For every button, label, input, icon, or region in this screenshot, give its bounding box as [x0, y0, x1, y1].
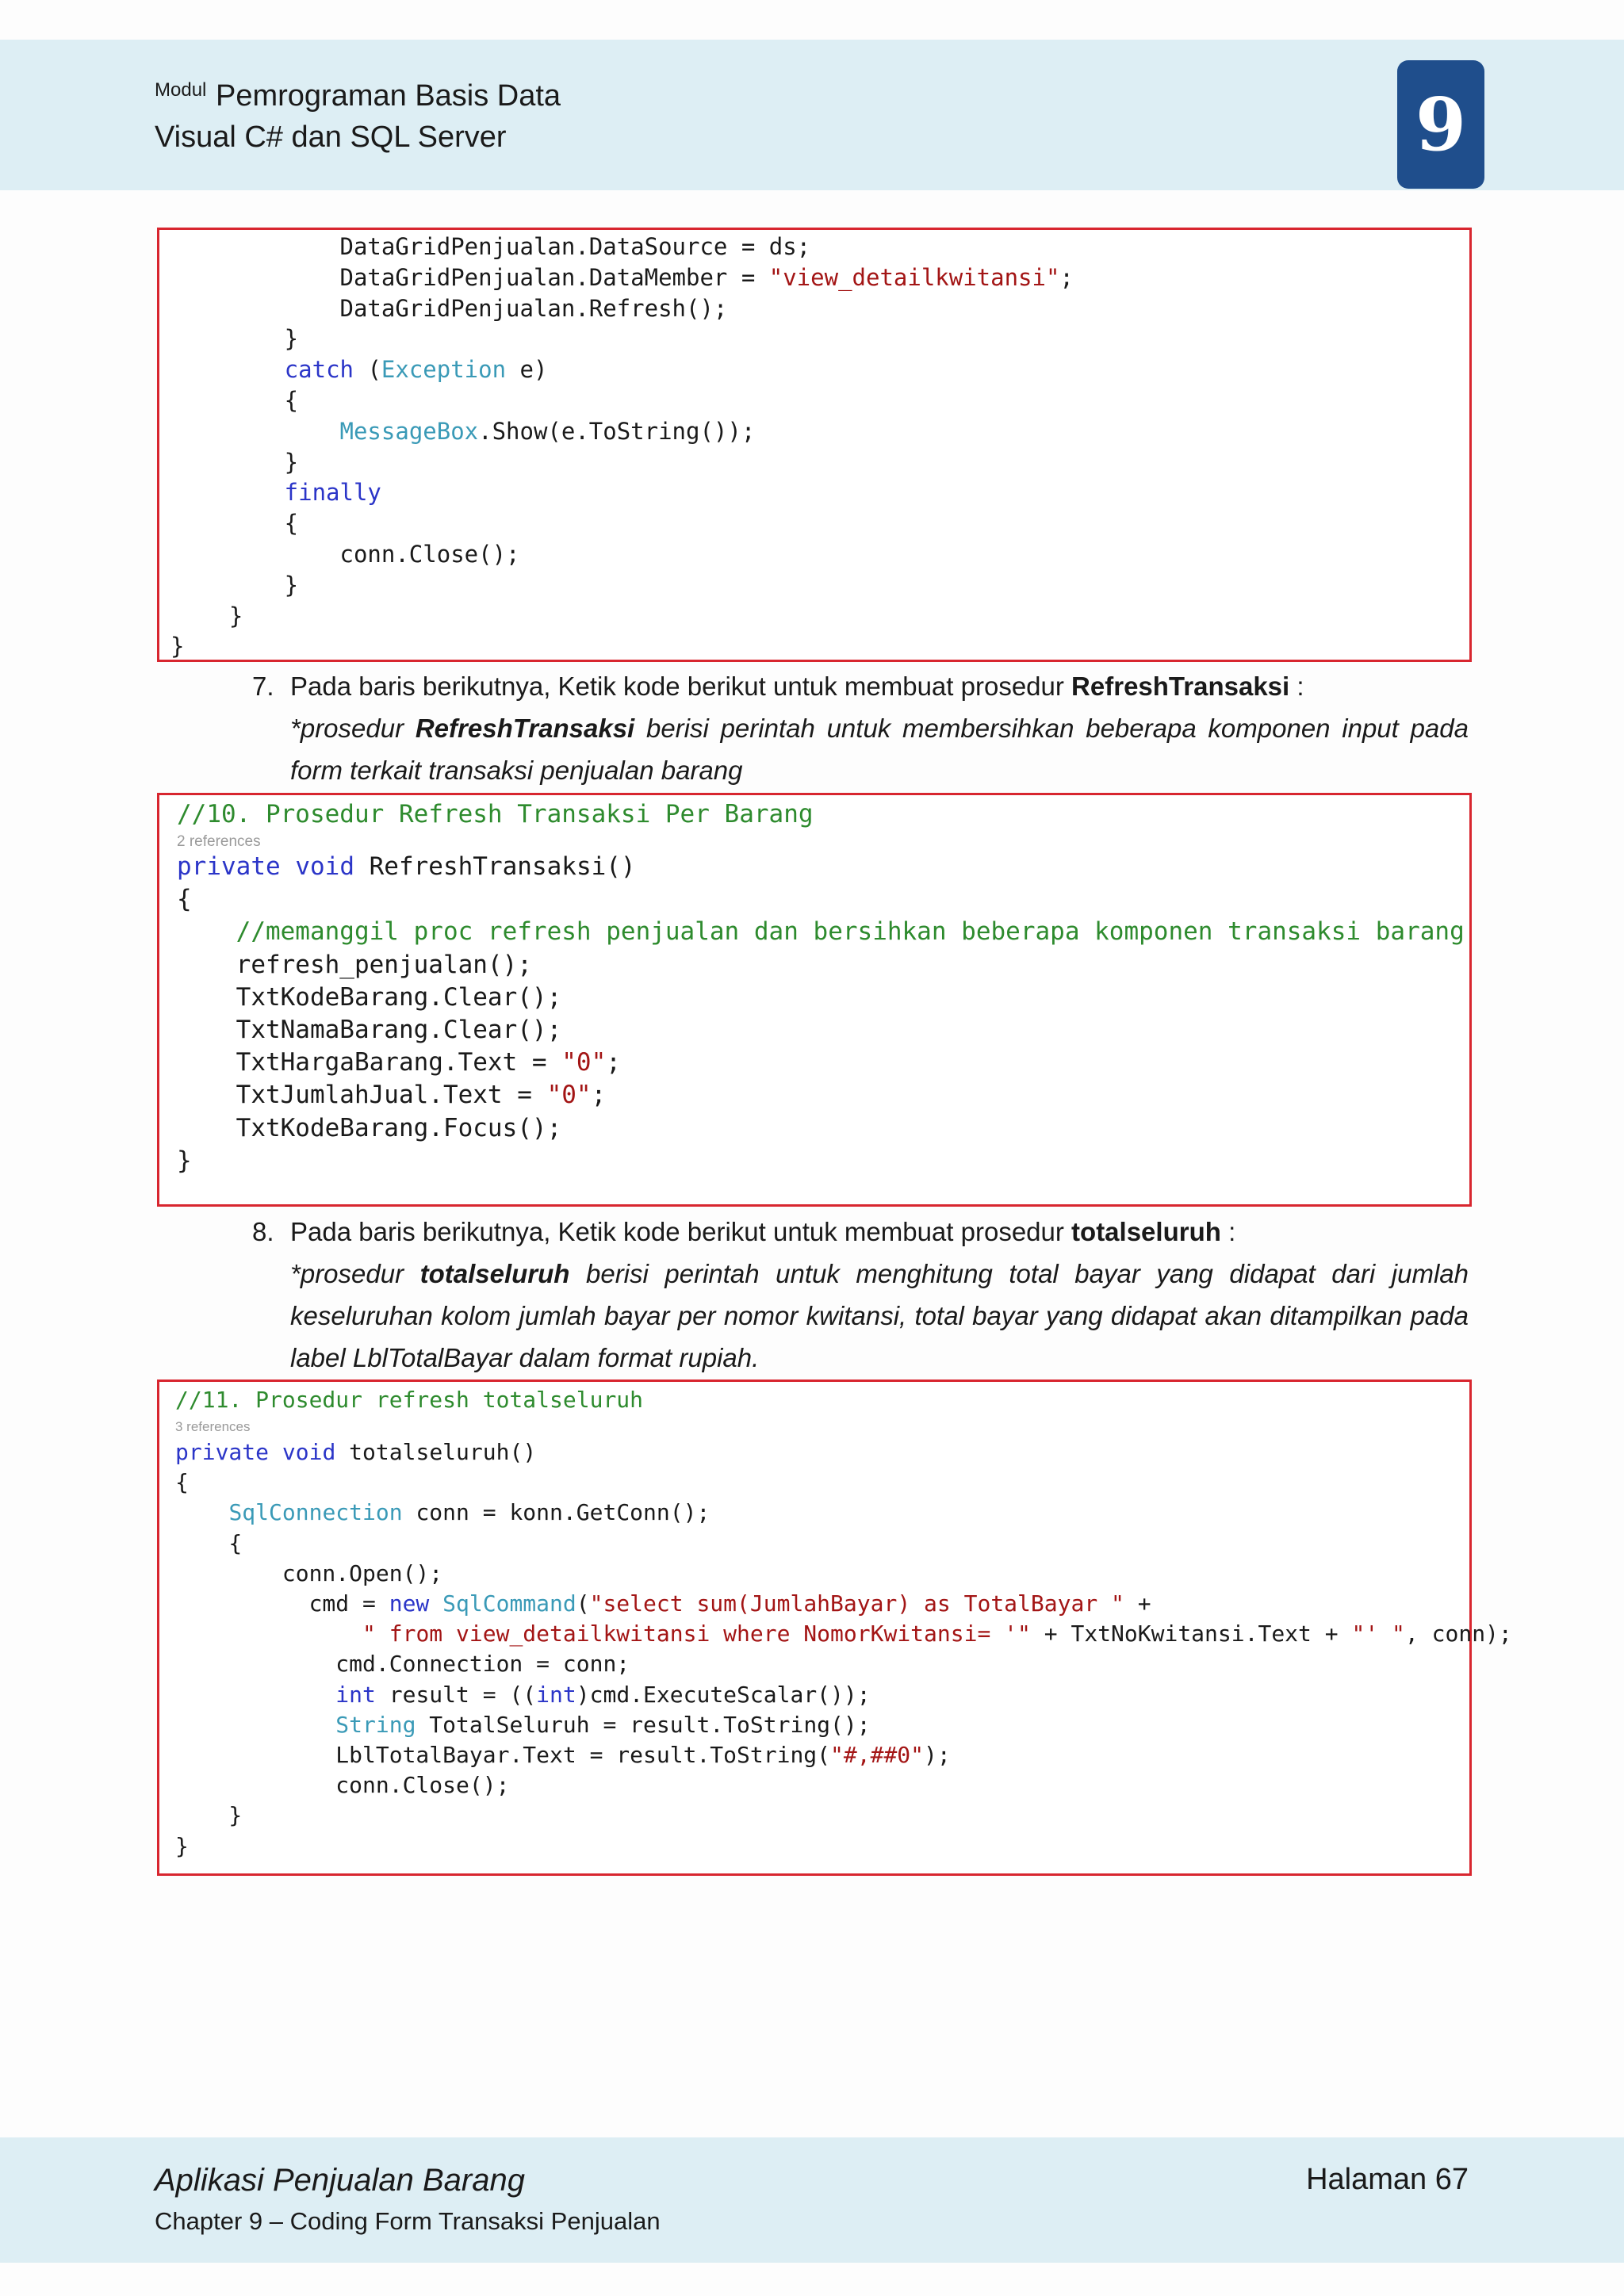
modul-label: Modul [155, 79, 207, 101]
step-8 [0, 1211, 1624, 1253]
code-line: conn.Close(); [175, 1772, 510, 1799]
code-block-1 [157, 228, 1472, 662]
code-block-2 [157, 793, 1472, 1207]
code-line: } [174, 571, 299, 599]
code-line: TxtHargaBarang.Text = "0"; [177, 1048, 621, 1077]
code-line: private void totalseluruh() [175, 1439, 537, 1465]
code-line: TxtNamaBarang.Clear(); [177, 1016, 562, 1044]
code-comment: //memanggil proc refresh penjualan dan bersihkan beberapa komponen transaksi barang [177, 917, 1465, 947]
references-hint: 3 references [175, 1419, 251, 1434]
procedure-name: totalseluruh [1071, 1217, 1221, 1246]
code-line: cmd = new SqlCommand("select sum(JumlahBayar) as TotalBayar " + [175, 1590, 1151, 1617]
code-line: } [170, 633, 185, 660]
code-line: TxtJumlahJual.Text = "0"; [177, 1081, 607, 1110]
code-line: TxtKodeBarang.Clear(); [177, 982, 562, 1012]
code-line: refresh_penjualan(); [177, 950, 532, 979]
code-line: { [175, 1529, 243, 1556]
code-line: MessageBox.Show(e.ToString()); [339, 417, 756, 445]
code-line: cmd.Connection = conn; [175, 1651, 630, 1678]
code-line: } [174, 448, 299, 476]
code-line: TxtKodeBarang.Focus(); [177, 1113, 562, 1142]
code-line: { [174, 387, 299, 414]
code-comment: //10. Prosedur Refresh Transaksi Per Barang [177, 800, 814, 828]
code-line: { [174, 510, 299, 538]
page-number: Halaman 67 [1306, 2163, 1469, 2196]
code-line: conn.Close(); [174, 541, 520, 568]
chapter-badge: 9 [1397, 60, 1484, 189]
code-line: DataGridPenjualan.DataMember = "view_detailkwitansi"; [174, 263, 1074, 291]
code-line: } [174, 602, 243, 629]
module-subtitle: Visual C# dan SQL Server [155, 121, 507, 154]
header-band [0, 40, 1624, 190]
code-line: DataGridPenjualan.Refresh(); [174, 294, 728, 322]
step-number: 8. [252, 1217, 274, 1246]
code-line: } [174, 325, 299, 353]
footer-band [0, 2137, 1624, 2263]
code-line: finally [174, 479, 381, 507]
step-7-note: *prosedur RefreshTransaksi berisi perintah untuk membersihkan beberapa komponen input pada form terkait transaksi penjualan barang [290, 714, 1469, 785]
code-line: " from view_detailkwitansi where NomorKwitansi= '" + TxtNoKwitansi.Text + "' ", conn); [362, 1621, 1512, 1647]
step-instruction: Pada baris berikutnya, Ketik kode berikut untuk membuat prosedur RefreshTransaksi : [290, 672, 1304, 701]
code-line: SqlConnection conn = konn.GetConn(); [228, 1499, 710, 1526]
code-line: String TotalSeluruh = result.ToString(); [335, 1711, 871, 1738]
procedure-name: RefreshTransaksi [1071, 672, 1290, 701]
module-title: Pemrograman Basis Data [216, 79, 561, 113]
code-line: conn.Open(); [175, 1559, 443, 1586]
references-hint: 2 references [177, 833, 261, 850]
step-8-note: *prosedur totalseluruh berisi perintah untuk menghitung total bayar yang didapat dari jumlah keseluruhan kolom jumlah bayar per nomor kwitansi, total bayar yang didapat akan ditampilkan pada label LblTotalBayar dalam format rupiah. [290, 1259, 1469, 1372]
step-number: 7. [252, 672, 274, 701]
code-line: int result = ((int)cmd.ExecuteScalar()); [335, 1681, 871, 1708]
code-line: { [177, 885, 192, 914]
code-line: LblTotalBayar.Text = result.ToString("#,##0"); [175, 1742, 951, 1768]
code-line: { [175, 1469, 189, 1496]
code-line: DataGridPenjualan.DataSource = ds; [174, 233, 811, 260]
code-comment: //11. Prosedur refresh totalseluruh [175, 1387, 644, 1413]
code-line: private void RefreshTransaksi() [177, 852, 636, 881]
footer-chapter: Chapter 9 – Coding Form Transaksi Penjualan [155, 2207, 661, 2235]
footer-book-title: Aplikasi Penjualan Barang [155, 2163, 525, 2198]
code-line: catch (Exception e) [284, 356, 548, 384]
code-line: } [175, 1802, 243, 1829]
code-block-3 [157, 1380, 1512, 1876]
step-7 [0, 665, 1624, 707]
step-instruction: Pada baris berikutnya, Ketik kode berikut untuk membuat prosedur totalseluruh : [290, 1217, 1236, 1246]
code-line: } [175, 1832, 189, 1859]
code-line: } [177, 1146, 192, 1175]
